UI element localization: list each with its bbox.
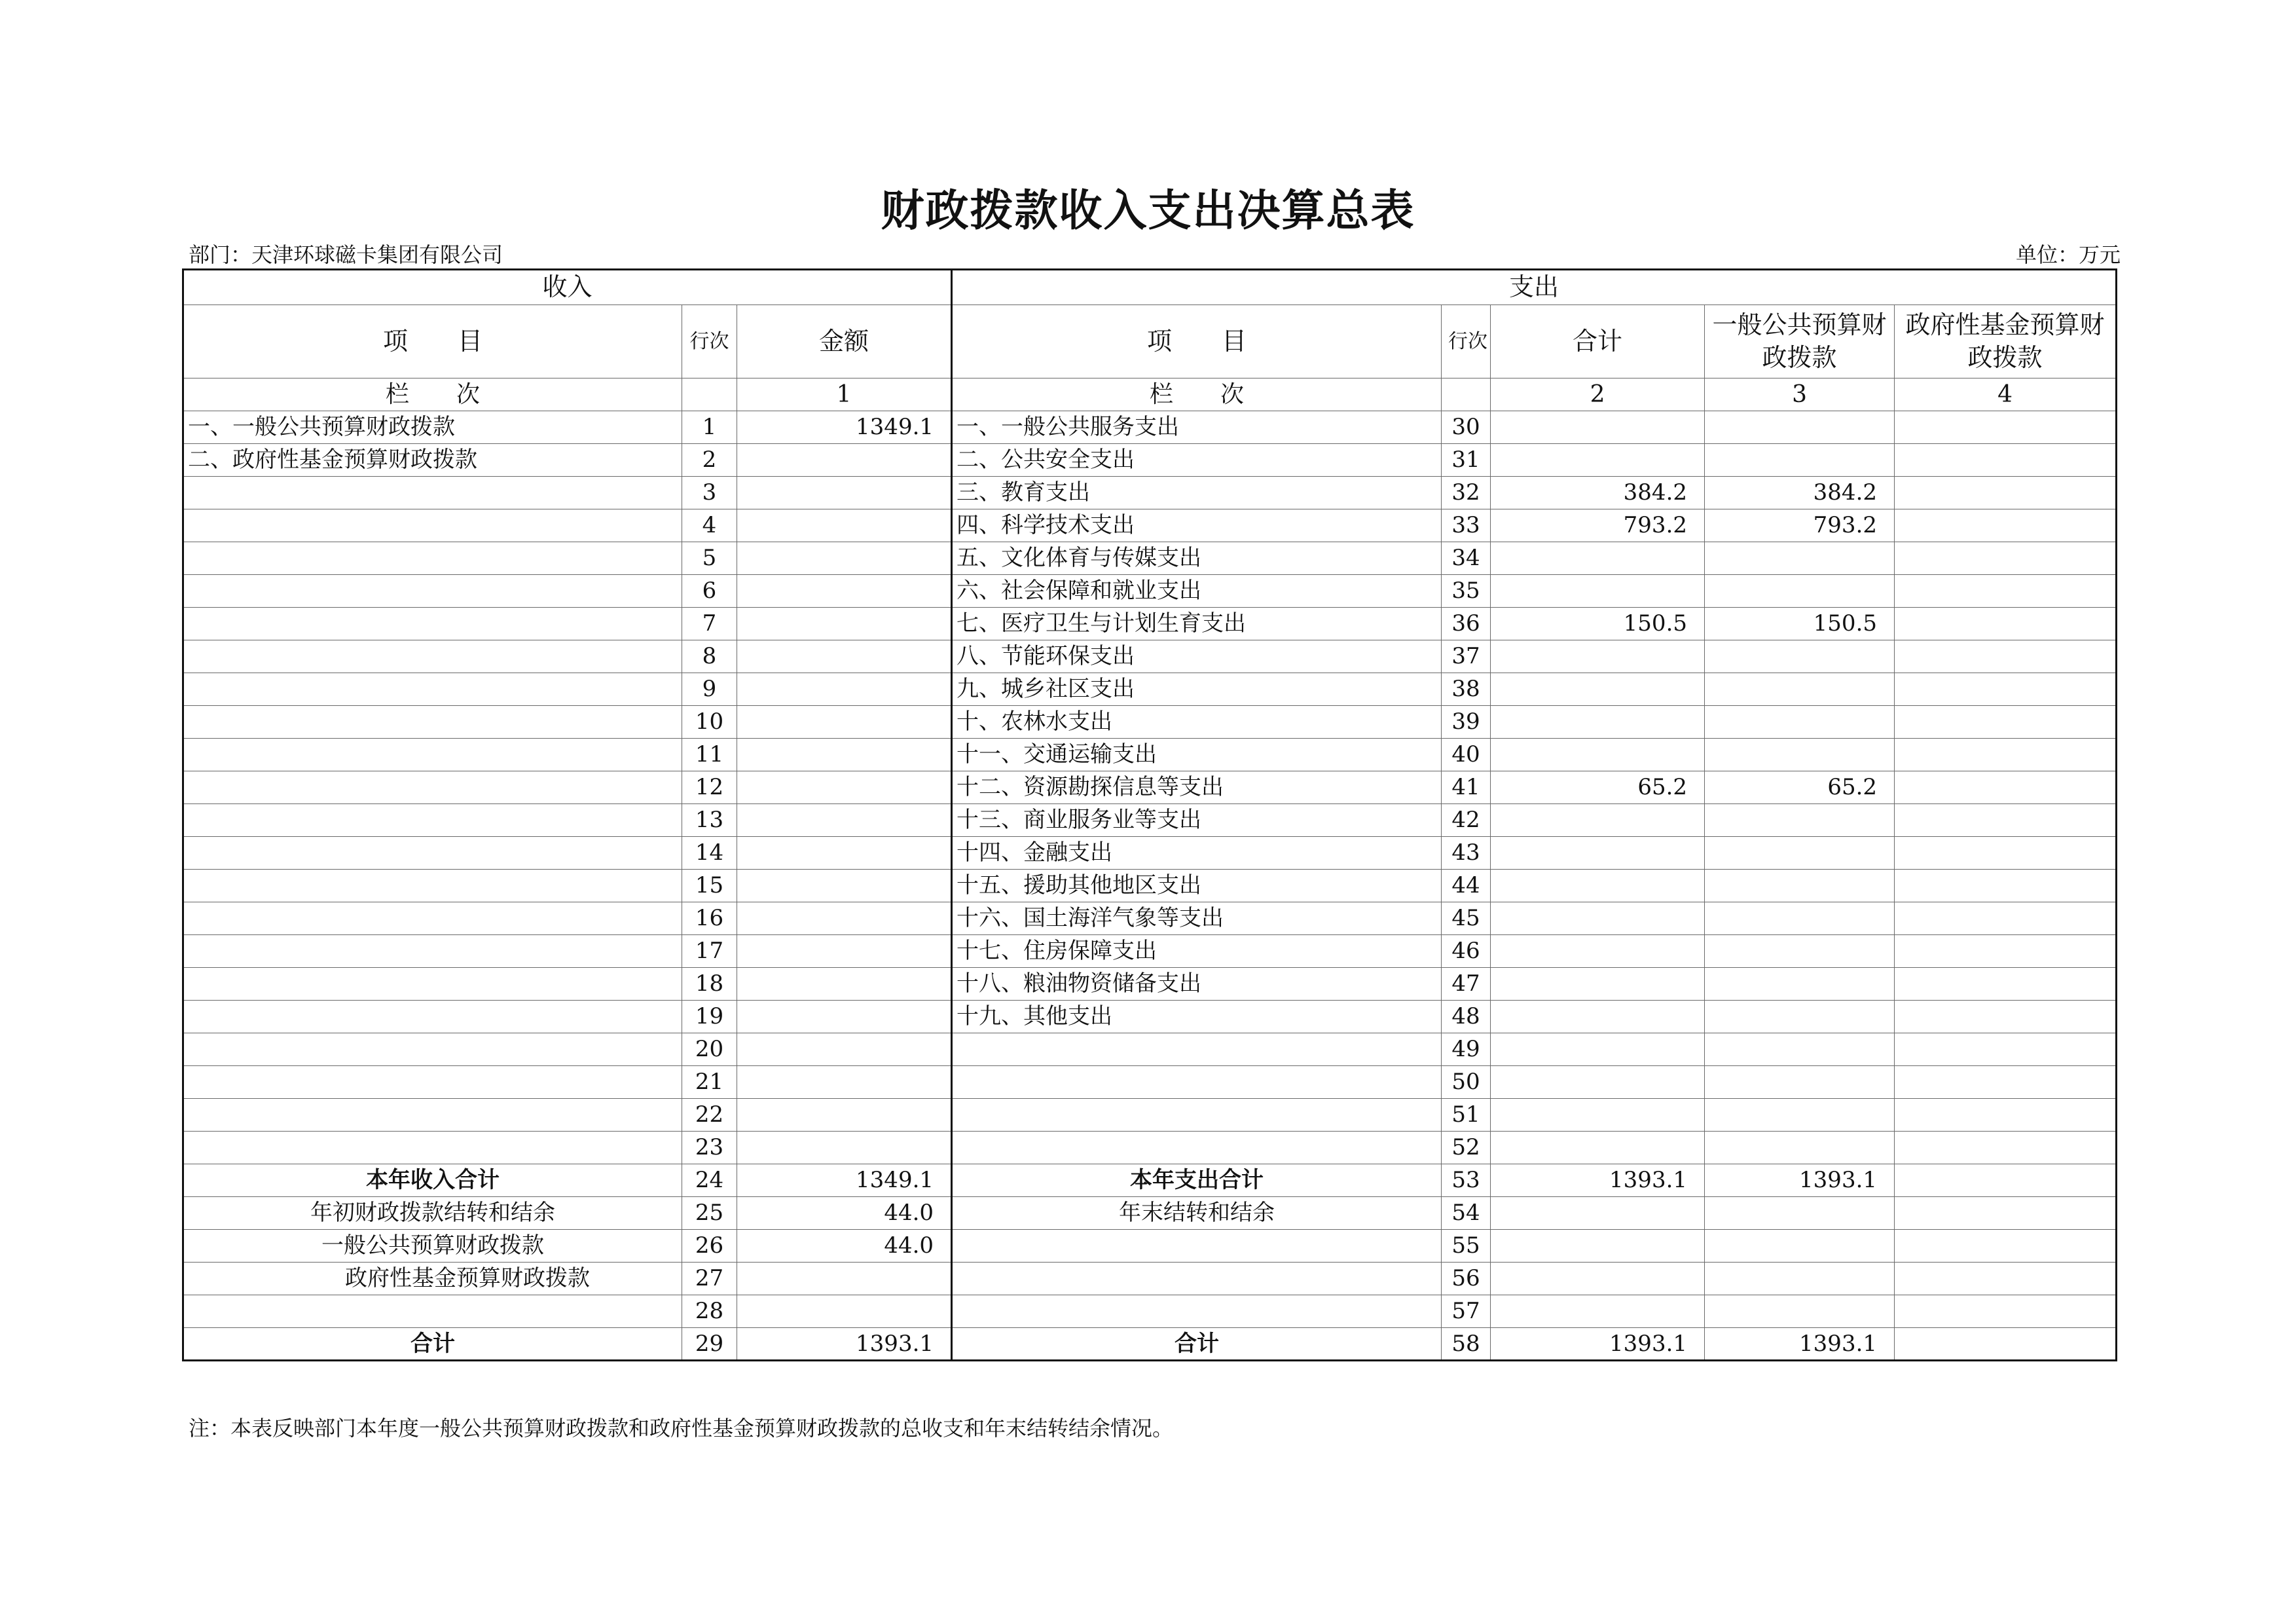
income-item-cell: 一般公共预算财政拨款 <box>183 1230 682 1263</box>
expense-line-cell: 40 <box>1442 739 1491 771</box>
income-line-cell: 26 <box>682 1230 737 1263</box>
income-item-cell <box>183 1099 682 1132</box>
expense-item-cell: 十六、国土海洋气象等支出 <box>952 902 1442 935</box>
table-row <box>183 608 2117 640</box>
general-budget-cell <box>1705 706 1895 739</box>
general-budget-cell <box>1705 1295 1895 1328</box>
column-label-income: 栏 次 <box>183 378 682 411</box>
income-line-cell: 1 <box>682 411 737 444</box>
table-row <box>183 1328 2117 1361</box>
general-budget-cell <box>1705 411 1895 444</box>
gov-fund-cell <box>1895 1295 2117 1328</box>
income-line-cell: 29 <box>682 1328 737 1361</box>
expense-item-cell: 九、城乡社区支出 <box>952 673 1442 706</box>
gov-fund-cell <box>1895 837 2117 870</box>
expense-item-cell <box>952 1230 1442 1263</box>
general-budget-header: 一般公共预算财政拨款 <box>1705 305 1895 378</box>
expense-total-cell <box>1491 804 1705 837</box>
expense-item-cell <box>952 1132 1442 1164</box>
income-item-cell <box>183 640 682 673</box>
income-item-cell <box>183 673 682 706</box>
expense-item-cell: 八、节能环保支出 <box>952 640 1442 673</box>
gov-fund-cell <box>1895 968 2117 1001</box>
gov-fund-cell <box>1895 1099 2117 1132</box>
expense-line-cell: 37 <box>1442 640 1491 673</box>
expense-total-cell: 384.2 <box>1491 477 1705 509</box>
gov-fund-cell <box>1895 870 2117 902</box>
expense-total-header: 合计 <box>1491 305 1705 378</box>
income-line-cell: 16 <box>682 902 737 935</box>
table-row <box>183 837 2117 870</box>
expense-item-cell: 十、农林水支出 <box>952 706 1442 739</box>
gov-fund-header: 政府性基金预算财政拨款 <box>1895 305 2117 378</box>
income-item-cell <box>183 739 682 771</box>
column-no-1: 1 <box>737 378 952 411</box>
income-line-cell: 21 <box>682 1066 737 1099</box>
income-amount-cell <box>737 706 952 739</box>
income-item-cell <box>183 542 682 575</box>
table-row <box>183 1164 2117 1197</box>
expense-section-header: 支出 <box>952 270 2117 305</box>
income-line-cell: 19 <box>682 1001 737 1033</box>
expense-total-cell <box>1491 444 1705 477</box>
gov-fund-cell <box>1895 771 2117 804</box>
expense-total-cell <box>1491 1099 1705 1132</box>
income-line-cell: 6 <box>682 575 737 608</box>
general-budget-cell <box>1705 1197 1895 1230</box>
general-budget-cell <box>1705 1099 1895 1132</box>
income-item-cell <box>183 935 682 968</box>
income-amount-cell <box>737 1099 952 1132</box>
gov-fund-cell <box>1895 1328 2117 1361</box>
income-item-cell <box>183 870 682 902</box>
expense-line-cell: 31 <box>1442 444 1491 477</box>
income-item-cell: 政府性基金预算财政拨款 <box>183 1263 682 1295</box>
expense-line-cell: 43 <box>1442 837 1491 870</box>
income-line-cell: 12 <box>682 771 737 804</box>
table-row <box>183 673 2117 706</box>
expense-line-cell: 42 <box>1442 804 1491 837</box>
income-amount-cell <box>737 1066 952 1099</box>
expense-line-cell: 51 <box>1442 1099 1491 1132</box>
income-line-cell: 10 <box>682 706 737 739</box>
income-item-cell <box>183 968 682 1001</box>
expense-line-cell: 38 <box>1442 673 1491 706</box>
gov-fund-cell <box>1895 1230 2117 1263</box>
expense-item-cell: 二、公共安全支出 <box>952 444 1442 477</box>
column-no-4: 4 <box>1895 378 2117 411</box>
income-line-cell: 4 <box>682 509 737 542</box>
income-item-cell <box>183 706 682 739</box>
expense-line-header: 行次 <box>1442 305 1491 378</box>
table-row <box>183 411 2117 444</box>
income-item-cell <box>183 509 682 542</box>
income-line-cell: 2 <box>682 444 737 477</box>
expense-total-cell <box>1491 1230 1705 1263</box>
expense-total-cell <box>1491 706 1705 739</box>
expense-item-header: 项 目 <box>952 305 1442 378</box>
column-no-2: 2 <box>1491 378 1705 411</box>
expense-item-cell <box>952 1099 1442 1132</box>
income-amount-cell <box>737 870 952 902</box>
income-item-header: 项 目 <box>183 305 682 378</box>
column-no-3: 3 <box>1705 378 1895 411</box>
income-line-cell: 14 <box>682 837 737 870</box>
gov-fund-cell <box>1895 542 2117 575</box>
income-amount-cell <box>737 902 952 935</box>
income-item-cell <box>183 1132 682 1164</box>
expense-item-cell: 三、教育支出 <box>952 477 1442 509</box>
expense-total-cell <box>1491 1132 1705 1164</box>
expense-line-cell: 52 <box>1442 1132 1491 1164</box>
gov-fund-cell <box>1895 706 2117 739</box>
table-row <box>183 1295 2117 1328</box>
income-amount-cell <box>737 1033 952 1066</box>
expense-item-cell: 一、一般公共服务支出 <box>952 411 1442 444</box>
table-row <box>183 739 2117 771</box>
income-amount-cell: 1349.1 <box>737 1164 952 1197</box>
expense-total-cell <box>1491 542 1705 575</box>
expense-item-cell: 六、社会保障和就业支出 <box>952 575 1442 608</box>
general-budget-cell <box>1705 1066 1895 1099</box>
expense-total-cell <box>1491 739 1705 771</box>
expense-total-cell <box>1491 1066 1705 1099</box>
expense-item-cell: 本年支出合计 <box>952 1164 1442 1197</box>
gov-fund-cell <box>1895 575 2117 608</box>
table-row <box>183 444 2117 477</box>
expense-item-cell: 十七、住房保障支出 <box>952 935 1442 968</box>
expense-total-cell <box>1491 575 1705 608</box>
income-line-cell: 25 <box>682 1197 737 1230</box>
expense-line-cell: 54 <box>1442 1197 1491 1230</box>
expense-line-cell: 47 <box>1442 968 1491 1001</box>
general-budget-cell <box>1705 673 1895 706</box>
expense-total-cell <box>1491 1001 1705 1033</box>
table-row <box>183 509 2117 542</box>
income-amount-cell <box>737 542 952 575</box>
income-amount-cell <box>737 444 952 477</box>
expense-line-cell: 34 <box>1442 542 1491 575</box>
expense-total-cell: 65.2 <box>1491 771 1705 804</box>
gov-fund-cell <box>1895 1033 2117 1066</box>
expense-total-cell <box>1491 870 1705 902</box>
gov-fund-cell <box>1895 477 2117 509</box>
expense-line-cell: 33 <box>1442 509 1491 542</box>
income-line-cell: 17 <box>682 935 737 968</box>
expense-total-cell: 150.5 <box>1491 608 1705 640</box>
gov-fund-cell <box>1895 444 2117 477</box>
income-item-cell <box>183 771 682 804</box>
income-item-cell <box>183 1295 682 1328</box>
income-item-cell <box>183 1001 682 1033</box>
expense-total-cell <box>1491 902 1705 935</box>
expense-item-cell: 合计 <box>952 1328 1442 1361</box>
income-line-cell: 8 <box>682 640 737 673</box>
column-label-expense: 栏 次 <box>952 378 1442 411</box>
gov-fund-cell <box>1895 673 2117 706</box>
gov-fund-cell <box>1895 1263 2117 1295</box>
table-row <box>183 771 2117 804</box>
income-amount-cell <box>737 1132 952 1164</box>
income-line-cell: 22 <box>682 1099 737 1132</box>
table-row <box>183 804 2117 837</box>
department-label: 部门：天津环球磁卡集团有限公司 <box>189 242 503 267</box>
general-budget-cell: 1393.1 <box>1705 1328 1895 1361</box>
expense-item-cell <box>952 1033 1442 1066</box>
income-item-cell <box>183 477 682 509</box>
income-amount-cell <box>737 771 952 804</box>
gov-fund-cell <box>1895 1066 2117 1099</box>
general-budget-cell <box>1705 542 1895 575</box>
income-line-cell: 20 <box>682 1033 737 1066</box>
income-item-cell <box>183 1033 682 1066</box>
table-row <box>183 542 2117 575</box>
income-item-cell: 本年收入合计 <box>183 1164 682 1197</box>
income-line-cell: 9 <box>682 673 737 706</box>
income-amount-cell <box>737 1001 952 1033</box>
income-item-cell <box>183 837 682 870</box>
income-amount-cell <box>737 477 952 509</box>
table-row <box>183 477 2117 509</box>
general-budget-cell <box>1705 968 1895 1001</box>
income-item-cell: 二、政府性基金预算财政拨款 <box>183 444 682 477</box>
income-item-cell <box>183 575 682 608</box>
expense-item-cell: 十九、其他支出 <box>952 1001 1442 1033</box>
gov-fund-cell <box>1895 411 2117 444</box>
expense-total-cell <box>1491 411 1705 444</box>
income-amount-header: 金额 <box>737 305 952 378</box>
column-no-empty <box>1442 378 1491 411</box>
general-budget-cell: 1393.1 <box>1705 1164 1895 1197</box>
gov-fund-cell <box>1895 1001 2117 1033</box>
expense-item-cell: 五、文化体育与传媒支出 <box>952 542 1442 575</box>
income-line-cell: 15 <box>682 870 737 902</box>
gov-fund-cell <box>1895 902 2117 935</box>
income-amount-cell: 44.0 <box>737 1197 952 1230</box>
table-row <box>183 902 2117 935</box>
income-item-cell <box>183 804 682 837</box>
expense-line-cell: 55 <box>1442 1230 1491 1263</box>
gov-fund-cell <box>1895 804 2117 837</box>
income-line-cell: 3 <box>682 477 737 509</box>
column-no-empty <box>682 378 737 411</box>
table-row <box>183 706 2117 739</box>
income-line-header: 行次 <box>682 305 737 378</box>
general-budget-cell <box>1705 870 1895 902</box>
expense-line-cell: 45 <box>1442 902 1491 935</box>
table-row <box>183 1001 2117 1033</box>
income-item-cell: 一、一般公共预算财政拨款 <box>183 411 682 444</box>
expense-total-cell <box>1491 968 1705 1001</box>
expense-line-cell: 30 <box>1442 411 1491 444</box>
expense-total-cell <box>1491 1295 1705 1328</box>
expense-total-cell <box>1491 1033 1705 1066</box>
general-budget-cell <box>1705 837 1895 870</box>
income-amount-cell <box>737 837 952 870</box>
income-line-cell: 27 <box>682 1263 737 1295</box>
gov-fund-cell <box>1895 935 2117 968</box>
table-row <box>183 1033 2117 1066</box>
expense-line-cell: 53 <box>1442 1164 1491 1197</box>
expense-total-cell: 1393.1 <box>1491 1164 1705 1197</box>
income-amount-cell <box>737 968 952 1001</box>
income-amount-cell <box>737 1295 952 1328</box>
expense-line-cell: 46 <box>1442 935 1491 968</box>
general-budget-cell: 793.2 <box>1705 509 1895 542</box>
unit-label: 单位：万元 <box>2015 242 2121 267</box>
budget-summary-table <box>182 268 2117 1361</box>
gov-fund-cell <box>1895 1164 2117 1197</box>
expense-item-cell: 十五、援助其他地区支出 <box>952 870 1442 902</box>
expense-line-cell: 57 <box>1442 1295 1491 1328</box>
income-item-cell <box>183 902 682 935</box>
expense-line-cell: 50 <box>1442 1066 1491 1099</box>
expense-line-cell: 58 <box>1442 1328 1491 1361</box>
expense-item-cell <box>952 1295 1442 1328</box>
expense-line-cell: 44 <box>1442 870 1491 902</box>
gov-fund-cell <box>1895 1197 2117 1230</box>
expense-line-cell: 41 <box>1442 771 1491 804</box>
expense-item-cell: 七、医疗卫生与计划生育支出 <box>952 608 1442 640</box>
income-line-cell: 5 <box>682 542 737 575</box>
gov-fund-cell <box>1895 739 2117 771</box>
income-line-cell: 28 <box>682 1295 737 1328</box>
general-budget-cell <box>1705 739 1895 771</box>
table-row <box>183 1230 2117 1263</box>
expense-total-cell: 793.2 <box>1491 509 1705 542</box>
gov-fund-cell <box>1895 1132 2117 1164</box>
income-line-cell: 23 <box>682 1132 737 1164</box>
general-budget-cell <box>1705 1033 1895 1066</box>
expense-item-cell: 十二、资源勘探信息等支出 <box>952 771 1442 804</box>
income-item-cell: 年初财政拨款结转和结余 <box>183 1197 682 1230</box>
income-amount-cell <box>737 509 952 542</box>
gov-fund-cell <box>1895 509 2117 542</box>
general-budget-cell <box>1705 640 1895 673</box>
income-amount-cell: 1349.1 <box>737 411 952 444</box>
income-amount-cell <box>737 935 952 968</box>
income-amount-cell: 1393.1 <box>737 1328 952 1361</box>
general-budget-cell <box>1705 1263 1895 1295</box>
table-row <box>183 1197 2117 1230</box>
table-row <box>183 968 2117 1001</box>
gov-fund-cell <box>1895 608 2117 640</box>
expense-line-cell: 32 <box>1442 477 1491 509</box>
expense-item-cell: 十八、粮油物资储备支出 <box>952 968 1442 1001</box>
income-item-cell <box>183 1066 682 1099</box>
expense-total-cell <box>1491 640 1705 673</box>
general-budget-cell <box>1705 935 1895 968</box>
general-budget-cell: 384.2 <box>1705 477 1895 509</box>
expense-line-cell: 56 <box>1442 1263 1491 1295</box>
general-budget-cell <box>1705 902 1895 935</box>
expense-line-cell: 35 <box>1442 575 1491 608</box>
income-line-cell: 13 <box>682 804 737 837</box>
income-section-header: 收入 <box>183 270 952 305</box>
general-budget-cell: 150.5 <box>1705 608 1895 640</box>
expense-line-cell: 48 <box>1442 1001 1491 1033</box>
expense-line-cell: 49 <box>1442 1033 1491 1066</box>
expense-item-cell <box>952 1263 1442 1295</box>
expense-item-cell: 十四、金融支出 <box>952 837 1442 870</box>
expense-total-cell <box>1491 673 1705 706</box>
expense-line-cell: 39 <box>1442 706 1491 739</box>
income-amount-cell <box>737 640 952 673</box>
income-amount-cell <box>737 608 952 640</box>
expense-total-cell <box>1491 935 1705 968</box>
expense-total-cell <box>1491 837 1705 870</box>
expense-item-cell: 四、科学技术支出 <box>952 509 1442 542</box>
income-amount-cell: 44.0 <box>737 1230 952 1263</box>
general-budget-cell <box>1705 1230 1895 1263</box>
income-amount-cell <box>737 673 952 706</box>
income-amount-cell <box>737 575 952 608</box>
table-row <box>183 1066 2117 1099</box>
income-amount-cell <box>737 1263 952 1295</box>
general-budget-cell <box>1705 444 1895 477</box>
general-budget-cell <box>1705 804 1895 837</box>
expense-line-cell: 36 <box>1442 608 1491 640</box>
income-line-cell: 7 <box>682 608 737 640</box>
expense-item-cell: 十一、交通运输支出 <box>952 739 1442 771</box>
general-budget-cell <box>1705 1001 1895 1033</box>
general-budget-cell: 65.2 <box>1705 771 1895 804</box>
table-row <box>183 935 2117 968</box>
income-line-cell: 24 <box>682 1164 737 1197</box>
income-amount-cell <box>737 739 952 771</box>
table-row <box>183 870 2117 902</box>
expense-item-cell: 十三、商业服务业等支出 <box>952 804 1442 837</box>
footnote: 注：本表反映部门本年度一般公共预算财政拨款和政府性基金预算财政拨款的总收支和年末结转结余情况。 <box>189 1416 1174 1441</box>
table-row <box>183 1263 2117 1295</box>
general-budget-cell <box>1705 1132 1895 1164</box>
table-row <box>183 575 2117 608</box>
expense-total-cell <box>1491 1263 1705 1295</box>
table-row <box>183 1099 2117 1132</box>
income-item-cell <box>183 608 682 640</box>
table-row <box>183 1132 2117 1164</box>
table-row <box>183 640 2117 673</box>
income-amount-cell <box>737 804 952 837</box>
income-line-cell: 11 <box>682 739 737 771</box>
expense-total-cell: 1393.1 <box>1491 1328 1705 1361</box>
income-item-cell: 合计 <box>183 1328 682 1361</box>
general-budget-cell <box>1705 575 1895 608</box>
gov-fund-cell <box>1895 640 2117 673</box>
expense-total-cell <box>1491 1197 1705 1230</box>
income-line-cell: 18 <box>682 968 737 1001</box>
page-title: 财政拨款收入支出决算总表 <box>881 185 1415 236</box>
expense-item-cell <box>952 1066 1442 1099</box>
expense-item-cell: 年末结转和结余 <box>952 1197 1442 1230</box>
